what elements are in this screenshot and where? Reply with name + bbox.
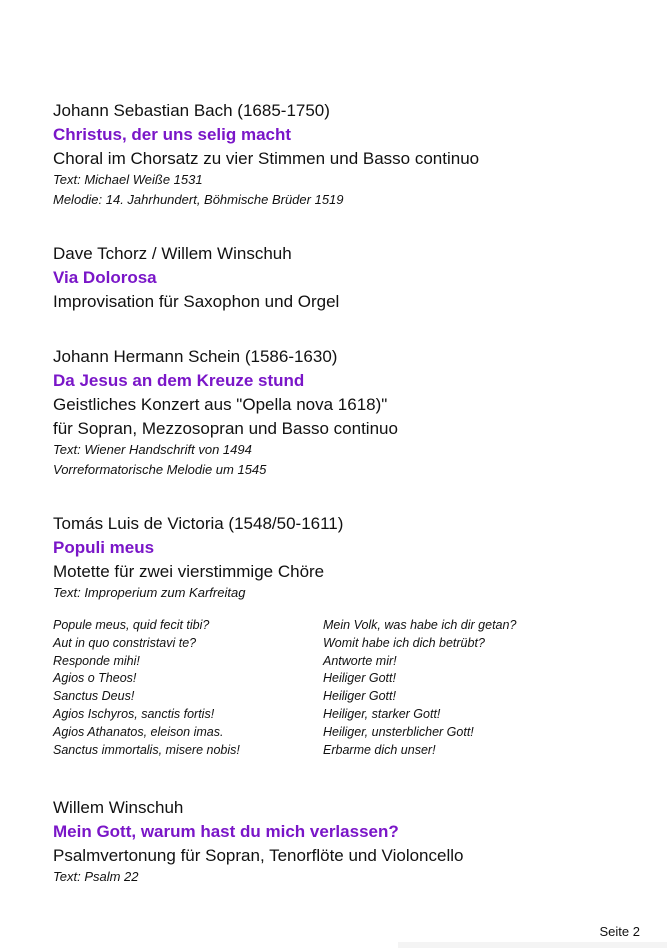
latin-text-column [53, 617, 240, 759]
piece-description: Choral im Chorsatz zu vier Stimmen und Basso continuo [53, 149, 480, 168]
latin-line: Agios o Theos! [53, 671, 137, 686]
piece-title: Christus, der uns selig macht [53, 125, 292, 144]
composer: Tomás Luis de Victoria (1548/50-1611) [53, 514, 344, 533]
latin-line: Sanctus Deus! [53, 689, 135, 704]
latin-line: Responde mihi! [53, 653, 140, 668]
piece-note: Text: Wiener Handschrift von 1494 [53, 442, 252, 457]
piece-note: Text: Michael Weiße 1531 [53, 172, 203, 187]
german-line: Heiliger, starker Gott! [323, 706, 441, 721]
latin-line: Aut in quo constristavi te? [53, 635, 197, 650]
german-line: Antworte mir! [323, 653, 397, 668]
piece-description: Improvisation für Saxophon und Orgel [53, 292, 340, 311]
german-line: Heiliger Gott! [323, 671, 396, 686]
piece-note: Vorreformatorische Melodie um 1545 [53, 462, 267, 477]
latin-line: Agios Ischyros, sanctis fortis! [53, 706, 215, 721]
composer: Johann Hermann Schein (1586-1630) [53, 347, 338, 366]
piece-title: Populi meus [53, 538, 155, 557]
german-line: Heiliger, unsterblicher Gott! [323, 724, 474, 739]
piece-description: Motette für zwei vierstimmige Chöre [53, 562, 325, 581]
german-line: Mein Volk, was habe ich dir getan? [323, 618, 517, 632]
piece-title: Da Jesus an dem Kreuze stund [53, 371, 305, 390]
piece-note: Text: Psalm 22 [53, 869, 139, 884]
latin-line: Sanctus immortalis, misere nobis! [53, 742, 240, 757]
german-line: Erbarme dich unser! [323, 742, 436, 757]
piece-description: Geistliches Konzert aus "Opella nova 1618)" [53, 395, 388, 414]
footer-divider [398, 942, 667, 948]
composer: Willem Winschuh [53, 798, 184, 817]
piece-title: Via Dolorosa [53, 268, 157, 287]
piece-note: Text: Improperium zum Karfreitag [53, 585, 246, 600]
german-text-column [323, 617, 516, 759]
latin-line: Agios Athanatos, eleison imas. [53, 724, 224, 739]
latin-line: Popule meus, quid fecit tibi? [53, 618, 210, 632]
german-line: Womit habe ich dich betrübt? [323, 635, 485, 650]
page-number: Seite 2 [599, 924, 640, 939]
composer: Dave Tchorz / Willem Winschuh [53, 244, 292, 263]
piece-description: Psalmvertonung für Sopran, Tenorflöte und Violoncello [53, 846, 464, 865]
german-line: Heiliger Gott! [323, 689, 396, 704]
composer: Johann Sebastian Bach (1685-1750) [53, 101, 330, 120]
piece-note: Melodie: 14. Jahrhundert, Böhmische Brüder 1519 [53, 192, 344, 207]
piece-title: Mein Gott, warum hast du mich verlassen? [53, 822, 399, 841]
piece-description: für Sopran, Mezzosopran und Basso continuo [53, 419, 398, 438]
